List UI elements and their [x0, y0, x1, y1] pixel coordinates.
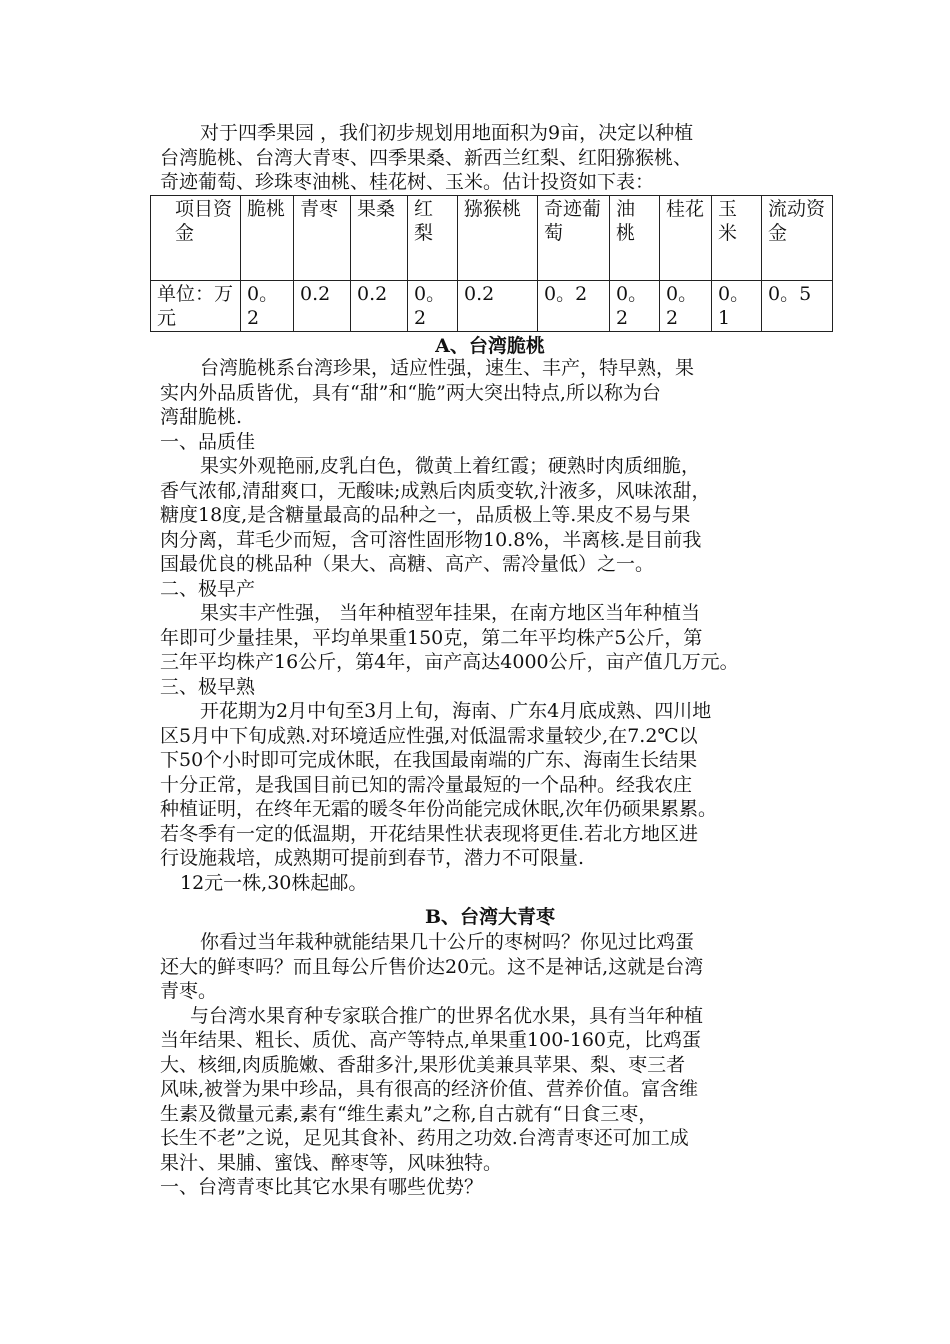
table-header-cell: 油桃 — [610, 196, 660, 281]
subheading-advantages: 一、台湾青枣比其它水果有哪些优势？ — [160, 1176, 484, 1198]
paragraph-line: 十分正常，是我国目前已知的需冷量最短的一个品种。经我农庄 — [160, 773, 693, 796]
table-value-cell: 0.2 — [351, 281, 408, 332]
table-value-row — [151, 281, 833, 332]
table-header-cell: 流动资金 — [762, 196, 833, 281]
paragraph-line: 果实丰产性强， 当年种植翌年挂果，在南方地区当年种植当 — [200, 602, 701, 624]
paragraph-line: 当年结果、粗长、质优、高产等特点,单果重100-160克，比鸡蛋 — [160, 1029, 701, 1051]
paragraph-line: 长生不老”之说，足见其食补、药用之功效.台湾青枣还可加工成 — [160, 1127, 689, 1149]
intro-line: 奇迹葡萄、珍珠枣油桃、桂花树、玉米。估计投资如下表： — [160, 171, 655, 193]
section-a-title: A、台湾脆桃 — [435, 335, 545, 357]
intro-line: 台湾脆桃、台湾大青枣、四季果桑、新西兰红梨、红阳猕猴桃、 — [160, 146, 693, 169]
table-header-row — [151, 196, 833, 281]
paragraph-line: 年即可少量挂果，平均单果重150克，第二年平均株产5公斤，第 — [160, 626, 703, 649]
subheading-early-ripening: 三、极早熟 — [160, 675, 256, 698]
section-b-body — [160, 930, 820, 1200]
table-header-cell: 猕猴桃 — [458, 196, 538, 281]
table-value-cell: 单位：万元 — [151, 281, 241, 332]
paragraph-line: 湾甜脆桃. — [160, 406, 243, 428]
subheading-early-yield: 二、极早产 — [160, 577, 256, 600]
paragraph-line: 三年平均株产16公斤，第4年，亩产高达4000公斤，亩产值几万元。 — [160, 651, 739, 673]
paragraph-line: 糖度18度,是含糖量最高的品种之一，品质极上等.果皮不易与果 — [160, 504, 691, 526]
paragraph-line: 行设施栽培，成熟期可提前到春节，潜力不可限量. — [160, 847, 585, 869]
table-value-cell: 0。2 — [241, 281, 294, 332]
section-a-body — [160, 356, 820, 895]
paragraph-line: 若冬季有一定的低温期，开花结果性状表现将更佳.若北方地区进 — [160, 822, 699, 845]
price-line: 12元一株,30株起邮。 — [180, 871, 368, 894]
table-header-cell: 青枣 — [294, 196, 351, 281]
table-header-cell: 项目资金 — [151, 196, 241, 281]
table-value-cell: 0。5 — [762, 281, 833, 332]
paragraph-line: 大、核细,肉质脆嫩、香甜多汁,果形优美兼具苹果、梨、枣三者 — [160, 1053, 686, 1076]
section-b-title: B、台湾大青枣 — [424, 906, 556, 928]
table-value-cell: 0。2 — [538, 281, 610, 332]
paragraph-line: 肉分离，茸毛少而短，含可溶性固形物10.8%，半离核.是目前我 — [160, 528, 702, 551]
paragraph-line: 还大的鲜枣吗？而且每公斤售价达20元。这不是神话,这就是台湾 — [160, 955, 704, 978]
table-value-cell: 0.2 — [294, 281, 351, 332]
investment-table — [150, 195, 833, 332]
paragraph-line: 开花期为2月中旬至3月上旬，海南、广东4月底成熟、四川地 — [200, 700, 712, 722]
intro-line: 对于四季果园 ，我们初步规划用地面积为9亩，决定以种植 — [200, 122, 694, 144]
table-header-cell: 奇迹葡萄 — [538, 196, 610, 281]
paragraph-line: 果汁、果脯、蜜饯、醉枣等，风味独特。 — [160, 1151, 503, 1174]
table-header-cell: 红梨 — [408, 196, 458, 281]
table-value-cell: 0。2 — [660, 281, 712, 332]
paragraph-line: 区5月中下旬成熟.对环境适应性强,对低温需求量较少,在7.2℃以 — [160, 724, 698, 747]
paragraph-line: 与台湾水果育种专家联合推广的世界名优水果，具有当年种植 — [190, 1004, 704, 1027]
paragraph-line: 青枣。 — [160, 980, 218, 1002]
paragraph-line: 下50个小时即可完成休眠，在我国最南端的广东、海南生长结果 — [160, 749, 698, 771]
paragraph-line: 国最优良的桃品种（果大、高糖、高产、需冷量低）之一。 — [160, 553, 655, 575]
table-value-cell: 0.2 — [458, 281, 538, 332]
table-header-cell: 脆桃 — [241, 196, 294, 281]
table-header-cell: 桂花 — [660, 196, 712, 281]
table-value-cell: 0。1 — [712, 281, 762, 332]
paragraph-line: 风味,被誉为果中珍品，具有很高的经济价值、营养价值。富含维 — [160, 1078, 699, 1100]
paragraph-line: 果实外观艳丽,皮乳白色，微黄上着红霞；硬熟时肉质细脆， — [200, 455, 701, 477]
intro-paragraph — [160, 121, 820, 195]
paragraph-line: 你看过当年栽种就能结果几十公斤的枣树吗？你见过比鸡蛋 — [200, 931, 695, 953]
subheading-quality: 一、品质佳 — [160, 430, 256, 453]
table-value-cell: 0。2 — [408, 281, 458, 332]
paragraph-line: 香气浓郁,清甜爽口，无酸味;成熟后肉质变软,汁液多，风味浓甜， — [160, 479, 711, 502]
table-header-cell: 果桑 — [351, 196, 408, 281]
paragraph-line: 生素及微量元素,素有“维生素丸”之称,自古就有“日食三枣， — [160, 1102, 658, 1125]
table-header-cell: 玉米 — [712, 196, 762, 281]
paragraph-line: 种植证明，在终年无霜的暖冬年份尚能完成休眠,次年仍硕果累累。 — [160, 798, 718, 820]
paragraph-line: 实内外品质皆优，具有“甜”和“脆”两大突出特点,所以称为台 — [160, 381, 661, 404]
table-value-cell: 0。2 — [610, 281, 660, 332]
paragraph-line: 台湾脆桃系台湾珍果，适应性强，速生、丰产，特早熟，果 — [200, 357, 695, 379]
